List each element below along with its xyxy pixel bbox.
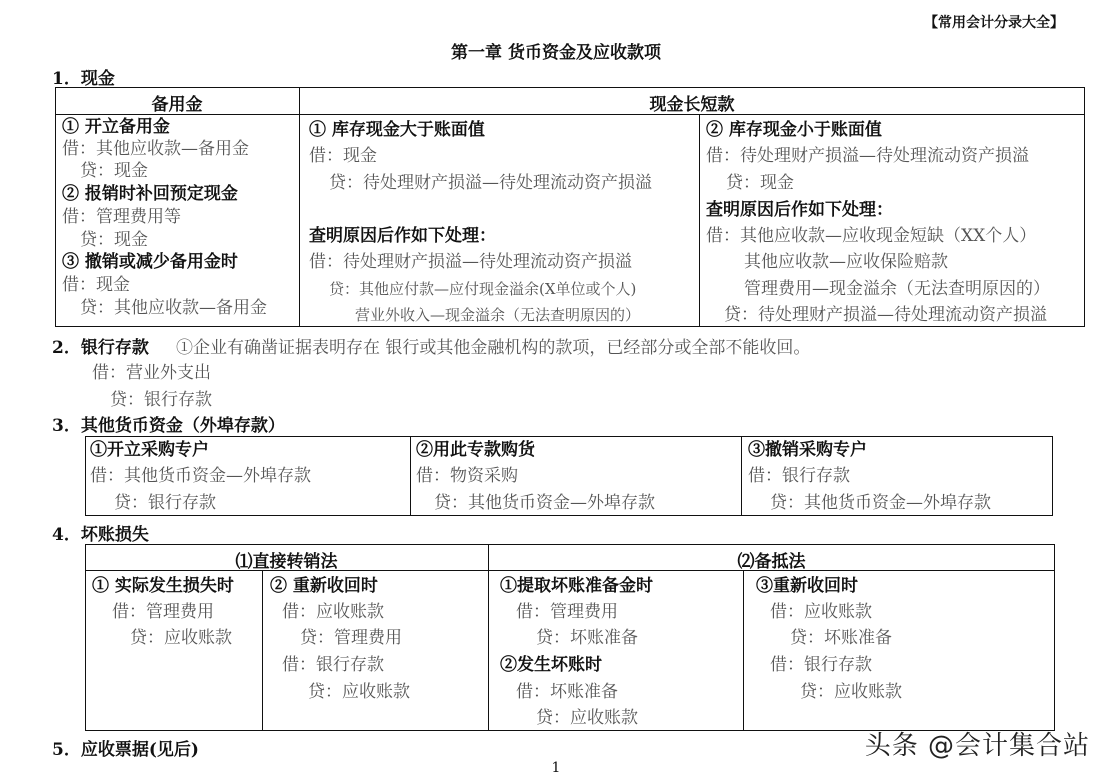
other-funds-step-2: ②用此专款购货 (416, 440, 535, 460)
bad-debt-c1-step: ① 实际发生损失时 (92, 576, 234, 596)
journal-line: 借：应收账款 (282, 602, 384, 622)
bad-debt-c2-step: ② 重新收回时 (270, 576, 378, 596)
journal-line: 借：其他货币资金—外埠存款 (90, 466, 311, 486)
col-petty-cash: 备用金 (151, 95, 203, 115)
journal-line: 贷：现金 (80, 161, 148, 181)
journal-line: 借：管理费用等 (62, 207, 181, 227)
journal-line: 借：管理费用 (516, 602, 618, 622)
journal-line: 贷：应收账款 (536, 708, 638, 728)
journal-line: 借：其他应收款—应收现金短缺（XX个人） (706, 226, 1037, 246)
journal-line: 贷：应收账款 (130, 628, 232, 648)
bad-debt-c3-step-2: ②发生坏账时 (500, 655, 602, 675)
journal-line: 贷：其他应收款—备用金 (80, 298, 267, 318)
journal-line: 贷：现金 (80, 230, 148, 250)
bad-debt-c3-step-1: ①提取坏账准备金时 (500, 576, 653, 596)
journal-line: 借：坏账准备 (516, 682, 618, 702)
journal-line: 借：其他应收款—备用金 (62, 139, 249, 159)
watermark: 头条 @会计集合站 (864, 731, 1090, 761)
bank-deposit-desc: ①企业有确凿证据表明存在 银行或其他金融机构的款项，已经部分或全部不能收回。 (176, 338, 811, 358)
short-followup-heading: 查明原因后作如下处理： (706, 200, 893, 220)
page-title: 第一章 货币资金及应收款项 (451, 43, 661, 63)
journal-line: 借：待处理财产损溢—待处理流动资产损溢 (706, 146, 1029, 166)
short-step-2: ② 库存现金小于账面值 (706, 120, 882, 140)
journal-line: 贷：银行存款 (110, 390, 212, 410)
journal-line: 贷：坏账准备 (790, 628, 892, 648)
journal-line: 借：现金 (309, 146, 377, 166)
journal-line: 贷：其他货币资金—外埠存款 (770, 493, 991, 513)
section-1-heading: 1．现金 (52, 69, 115, 89)
bad-debt-c4-step: ③重新收回时 (756, 576, 858, 596)
petty-step-2: ② 报销时补回预定现金 (62, 184, 238, 204)
allowance-method-header: ⑵备抵法 (737, 552, 806, 572)
journal-line: 借：银行存款 (770, 655, 872, 675)
journal-line: 贷：其他应付款—应付现金溢余(X单位或个人) (329, 280, 637, 298)
journal-line: 贷：现金 (726, 173, 794, 193)
journal-line: 营业外收入—现金溢余（无法查明原因的） (355, 306, 641, 324)
section-5-heading: 5．应收票据(见后) (52, 740, 199, 760)
journal-line: 贷：待处理财产损溢—待处理流动资产损溢 (329, 173, 652, 193)
col-cash-over-short: 现金长短款 (649, 95, 735, 115)
other-funds-step-3: ③撤销采购专户 (748, 440, 867, 460)
other-funds-step-1: ①开立采购专户 (90, 440, 209, 460)
journal-line: 贷：其他货币资金—外埠存款 (434, 493, 655, 513)
page-number: 1 (551, 760, 561, 776)
section-3-heading: 3．其他货币资金（外埠存款） (52, 416, 285, 436)
journal-line: 贷：管理费用 (300, 628, 402, 648)
journal-line: 借：待处理财产损溢—待处理流动资产损溢 (309, 252, 632, 272)
petty-step-3: ③ 撤销或减少备用金时 (62, 252, 238, 272)
over-followup-heading: 查明原因后作如下处理： (309, 226, 496, 246)
journal-line: 管理费用—现金溢余（无法查明原因的） (744, 279, 1050, 299)
section-4-heading: 4．坏账损失 (52, 525, 149, 545)
journal-line: 借：营业外支出 (92, 363, 211, 383)
journal-line: 借：应收账款 (770, 602, 872, 622)
journal-line: 借：银行存款 (748, 466, 850, 486)
journal-line: 借：现金 (62, 275, 130, 295)
journal-line: 贷：待处理财产损溢—待处理流动资产损溢 (724, 305, 1047, 325)
petty-step-1: ① 开立备用金 (62, 117, 170, 137)
journal-line: 贷：坏账准备 (536, 628, 638, 648)
section-2-heading: 2．银行存款 (52, 338, 149, 358)
journal-line: 借：银行存款 (282, 655, 384, 675)
over-step-1: ① 库存现金大于账面值 (309, 120, 485, 140)
journal-line: 贷：应收账款 (800, 682, 902, 702)
journal-line: 贷：应收账款 (308, 682, 410, 702)
book-tag: 【常用会计分录大全】 (924, 15, 1064, 31)
journal-line: 借：管理费用 (112, 602, 214, 622)
direct-writeoff-header: ⑴直接转销法 (235, 552, 338, 572)
journal-line: 借：物资采购 (416, 466, 518, 486)
journal-line: 其他应收款—应收保险赔款 (744, 252, 948, 272)
journal-line: 贷：银行存款 (114, 493, 216, 513)
